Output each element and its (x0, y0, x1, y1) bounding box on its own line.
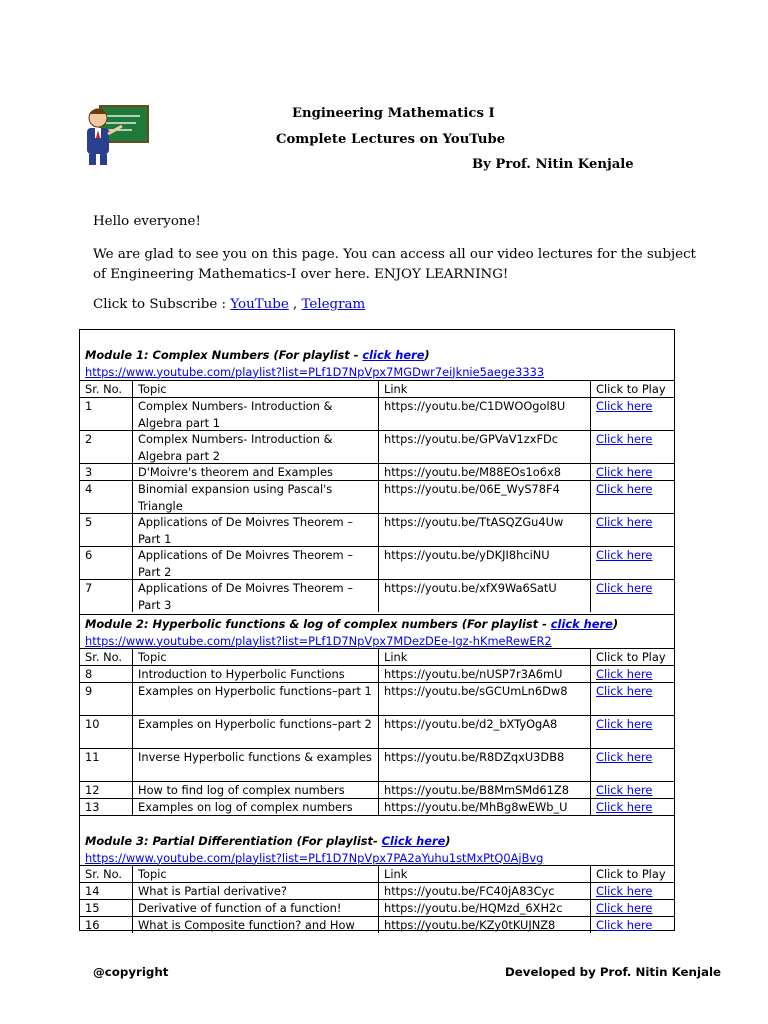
lecture-sr-no: 13 (85, 800, 100, 814)
lecture-sr-no: 16 (85, 918, 100, 932)
click-here-play-link[interactable]: Click here (596, 548, 653, 562)
module-playlist-url-link[interactable] (85, 633, 669, 650)
header-click-to-play: Click to Play (590, 381, 676, 397)
click-here-play-link[interactable]: Click here (596, 918, 653, 932)
module-title-suffix: ) (445, 834, 451, 848)
module-playlist-click-here-link[interactable]: Click here (381, 834, 446, 848)
lecture-row (80, 480, 674, 513)
lecture-topic: Inverse Hyperbolic functions & examples (132, 749, 378, 781)
lecture-topic: Examples on log of complex numbers (132, 799, 378, 815)
header-topic: Topic (132, 649, 378, 665)
lecture-link: https://youtu.be/HQMzd_6XH2c (378, 900, 590, 916)
module-playlist-click-here-link[interactable]: click here (362, 348, 425, 362)
lecture-sr-no: 8 (85, 667, 93, 681)
teacher-logo-icon (82, 104, 149, 166)
lecture-row (80, 798, 674, 815)
module-header-2 (80, 614, 674, 648)
click-to-play-cell (590, 883, 676, 899)
click-here-play-link[interactable]: Click here (596, 399, 653, 413)
click-to-play-cell (590, 666, 676, 682)
lecture-link: https://youtu.be/sGCUmLn6Dw8 (378, 683, 590, 715)
click-here-play-link[interactable]: Click here (596, 884, 653, 898)
lecture-row (80, 882, 674, 899)
lecture-topic: Applications of De Moivres Theorem – Part 1 (132, 514, 378, 546)
lecture-row (80, 430, 674, 463)
lecture-row (80, 397, 674, 430)
click-here-play-link[interactable]: Click here (596, 515, 653, 529)
module-title-suffix: ) (612, 617, 619, 631)
greeting-text: Hello everyone! (93, 214, 201, 229)
module-header-3 (80, 815, 674, 865)
header-click-to-play: Click to Play (590, 866, 676, 882)
lecture-topic: How to find log of complex numbers (132, 782, 378, 798)
header-link: Link (378, 649, 590, 665)
header-sr-no: Sr. No. (85, 867, 123, 881)
lecture-sr-no: 10 (85, 717, 100, 731)
subscribe-line (93, 295, 365, 315)
table-header-row (80, 865, 674, 882)
module-playlist-url-link[interactable] (85, 850, 669, 867)
intro-paragraph (93, 245, 696, 285)
footer-copyright: @copyright (93, 965, 169, 979)
click-here-play-link[interactable]: Click here (596, 750, 653, 764)
lecture-link: https://youtu.be/KZy0tKUJNZ8 (378, 917, 590, 933)
lecture-sr-no: 9 (85, 684, 93, 698)
lecture-link: https://youtu.be/d2_bXTyOgA8 (378, 716, 590, 748)
module-title (85, 347, 669, 364)
click-to-play-cell (590, 917, 676, 933)
click-here-play-link[interactable]: Click here (596, 800, 653, 814)
click-to-play-cell (590, 782, 676, 798)
lecture-sr-no: 7 (85, 581, 93, 595)
module-playlist-click-here-link[interactable]: click here (550, 617, 613, 631)
lecture-sr-no: 12 (85, 783, 100, 797)
telegram-subscribe-link[interactable]: Telegram (301, 297, 366, 312)
playlist-url[interactable]: https://www.youtube.com/playlist?list=PLf1D7NpVpx7PA2aYuhu1stMxPtQ0AjBvg (85, 850, 544, 865)
click-to-play-cell (590, 716, 676, 748)
lectures-table (79, 329, 675, 931)
subscribe-label: Click to Subscribe : (93, 297, 231, 312)
lecture-topic: Complex Numbers- Introduction & Algebra part 1 (132, 398, 378, 430)
intro-line-2: of Engineering Mathematics-I over here. ENJOY LEARNING! (93, 267, 509, 282)
footer-developer: Developed by Prof. Nitin Kenjale (505, 965, 722, 979)
lecture-row (80, 513, 674, 546)
module-title (85, 616, 669, 633)
click-to-play-cell (590, 514, 676, 546)
lecture-link: https://youtu.be/xfX9Wa6SatU (378, 580, 590, 612)
lecture-row (80, 463, 674, 480)
playlist-url[interactable]: https://www.youtube.com/playlist?list=PLf1D7NpVpx7MDezDEe-Igz-hKmeRewER2 (85, 633, 552, 648)
lecture-row (80, 682, 674, 715)
lecture-row (80, 748, 674, 781)
lecture-topic: Examples on Hyperbolic functions–part 2 (132, 716, 378, 748)
lecture-sr-no: 14 (85, 884, 100, 898)
lecture-sr-no: 3 (85, 465, 93, 479)
lecture-row (80, 546, 674, 579)
click-here-play-link[interactable]: Click here (596, 717, 653, 731)
lecture-row (80, 665, 674, 682)
header-topic: Topic (132, 381, 378, 397)
playlist-url[interactable]: https://www.youtube.com/playlist?list=PLf1D7NpVpx7MGDwr7eiJknie5aege3333 (85, 364, 545, 379)
table-header-row (80, 648, 674, 665)
youtube-subscribe-link[interactable]: YouTube (230, 297, 289, 312)
lecture-sr-no: 5 (85, 515, 93, 529)
subscribe-separator: , (288, 297, 302, 312)
module-title-suffix: ) (424, 348, 430, 362)
lecture-link: https://youtu.be/TtASQZGu4Uw (378, 514, 590, 546)
lecture-link: https://youtu.be/06E_WyS78F4 (378, 481, 590, 513)
header-sr-no: Sr. No. (85, 382, 123, 396)
click-here-play-link[interactable]: Click here (596, 667, 653, 681)
lecture-sr-no: 1 (85, 399, 93, 413)
lecture-row (80, 899, 674, 916)
click-to-play-cell (590, 799, 676, 815)
lecture-sr-no: 2 (85, 432, 93, 446)
lecture-sr-no: 11 (85, 750, 100, 764)
table-header-row (80, 380, 674, 397)
lecture-topic: Binomial expansion using Pascal's Triangle (132, 481, 378, 513)
lecture-topic: D'Moivre's theorem and Examples (132, 464, 378, 480)
lecture-topic: Complex Numbers- Introduction & Algebra part 2 (132, 431, 378, 463)
click-to-play-cell (590, 481, 676, 513)
lecture-link: https://youtu.be/FC40jA83Cyc (378, 883, 590, 899)
lecture-topic: What is Composite function? and How (132, 917, 378, 933)
module-title (85, 833, 669, 850)
lecture-link: https://youtu.be/yDKJI8hciNU (378, 547, 590, 579)
document-title: Engineering Mathematics I (292, 106, 495, 121)
lecture-topic: Examples on Hyperbolic functions–part 1 (132, 683, 378, 715)
header-link: Link (378, 381, 590, 397)
lecture-topic: Introduction to Hyperbolic Functions (132, 666, 378, 682)
lecture-topic: Applications of De Moivres Theorem – Part 3 (132, 580, 378, 612)
lecture-link: https://youtu.be/nUSP7r3A6mU (378, 666, 590, 682)
module-title-text: Module 2: Hyperbolic functions & log of complex numbers (For playlist - (85, 617, 551, 631)
lecture-row (80, 916, 674, 933)
click-here-play-link[interactable]: Click here (596, 482, 653, 496)
click-here-play-link[interactable]: Click here (596, 684, 653, 698)
module-header-1 (80, 330, 674, 380)
click-to-play-cell (590, 431, 676, 463)
click-to-play-cell (590, 900, 676, 916)
click-to-play-cell (590, 749, 676, 781)
lecture-link: https://youtu.be/MhBg8wEWb_U (378, 799, 590, 815)
click-to-play-cell (590, 547, 676, 579)
lecture-sr-no: 4 (85, 482, 93, 496)
lecture-link: https://youtu.be/GPVaV1zxFDc (378, 431, 590, 463)
lecture-topic: Applications of De Moivres Theorem – Part 2 (132, 547, 378, 579)
lecture-link: https://youtu.be/M88EOs1o6x8 (378, 464, 590, 480)
click-to-play-cell (590, 683, 676, 715)
header-sr-no: Sr. No. (85, 650, 123, 664)
click-here-play-link[interactable]: Click here (596, 581, 653, 595)
document-subtitle: Complete Lectures on YouTube (276, 132, 506, 147)
lecture-link: https://youtu.be/B8MmSMd61Z8 (378, 782, 590, 798)
click-here-play-link[interactable]: Click here (596, 432, 653, 446)
click-here-play-link[interactable]: Click here (596, 783, 653, 797)
module-title-text: Module 3: Partial Differentiation (For playlist- (85, 834, 382, 848)
click-to-play-cell (590, 398, 676, 430)
lecture-topic: What is Partial derivative? (132, 883, 378, 899)
header-click-to-play: Click to Play (590, 649, 676, 665)
click-here-play-link[interactable]: Click here (596, 465, 653, 479)
author-byline: By Prof. Nitin Kenjale (472, 157, 634, 172)
lecture-topic: Derivative of function of a function! (132, 900, 378, 916)
module-playlist-url-link[interactable] (85, 364, 669, 381)
click-to-play-cell (590, 464, 676, 480)
click-here-play-link[interactable]: Click here (596, 901, 653, 915)
header-topic: Topic (132, 866, 378, 882)
header-link: Link (378, 866, 590, 882)
lecture-link: https://youtu.be/C1DWOOgol8U (378, 398, 590, 430)
lecture-row (80, 715, 674, 748)
lecture-link: https://youtu.be/R8DZqxU3DB8 (378, 749, 590, 781)
lecture-row (80, 579, 674, 612)
click-to-play-cell (590, 580, 676, 612)
intro-line-1: We are glad to see you on this page. You can access all our video lectures for the subject (93, 247, 696, 262)
lecture-sr-no: 15 (85, 901, 100, 915)
module-title-text: Module 1: Complex Numbers (For playlist - (85, 348, 363, 362)
lecture-sr-no: 6 (85, 548, 93, 562)
lecture-row (80, 781, 674, 798)
